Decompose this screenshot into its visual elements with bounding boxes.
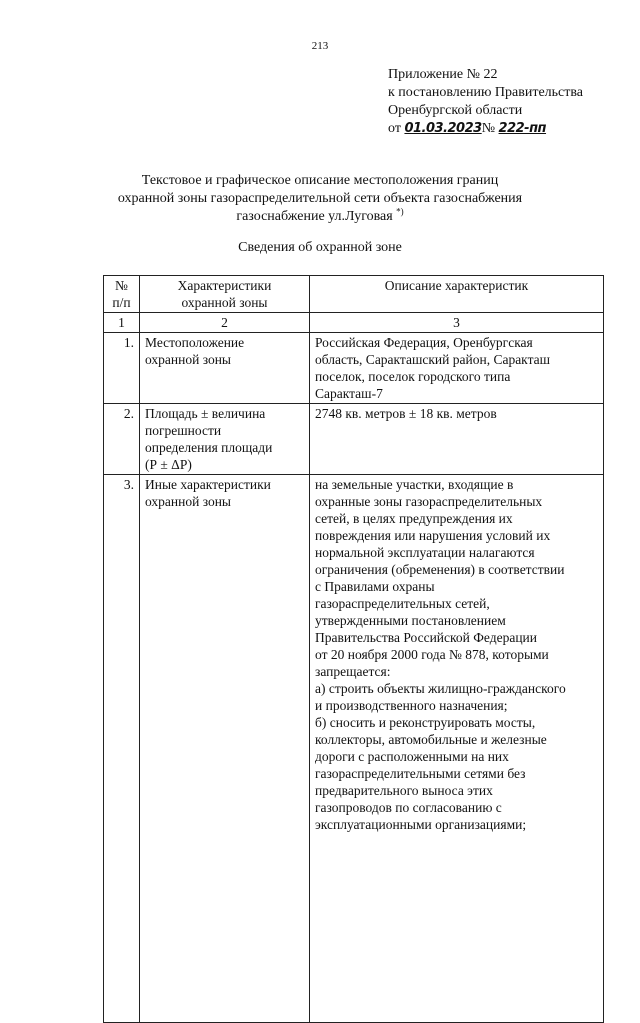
protection-zone-table: [103, 275, 604, 1023]
description-line: газопроводов по согласованию с: [315, 800, 502, 815]
column-number-1: 1: [104, 313, 140, 333]
characteristic-line: Местоположение: [145, 335, 245, 350]
row-description: [310, 333, 604, 404]
table-header-row: [104, 276, 604, 313]
description-line: поселок, поселок городского типа: [315, 369, 511, 384]
description-line: газораспределительных сетей,: [315, 596, 490, 611]
page-number: 213: [311, 40, 329, 52]
characteristic-line: охранной зоны: [145, 494, 232, 509]
description-line: с Правилами охраны: [315, 579, 435, 594]
header-characteristics-line-2: охранной зоны: [181, 295, 268, 310]
header-num-line-2: п/п: [112, 295, 131, 310]
header-num: [104, 276, 140, 313]
description-line: эксплуатационными организациями;: [315, 817, 527, 832]
section-subtitle: Сведения об охранной зоне: [238, 240, 402, 255]
characteristic-line: определения площади: [145, 440, 273, 455]
description-line: сетей, в целях предупреждения их: [315, 511, 513, 526]
row-description: [310, 475, 604, 1023]
table-row: [104, 475, 604, 1023]
description-line: и производственного назначения;: [315, 698, 508, 713]
description-line: утвержденными постановлением: [315, 613, 506, 628]
row-description: [310, 404, 604, 475]
description-line: повреждения или нарушения условий их: [315, 528, 551, 543]
row-characteristic: [140, 404, 310, 475]
description-line: дороги с расположенными на них: [315, 749, 509, 764]
column-number-2: 2: [140, 313, 310, 333]
appendix-from-prefix: от: [388, 121, 401, 136]
description-line: область, Саракташский район, Саракташ: [315, 352, 551, 367]
description-line: предварительного выноса этих: [315, 783, 493, 798]
row-number: 2.: [104, 404, 140, 475]
description-line: нормальной эксплуатации налагаются: [315, 545, 535, 560]
description-line: коллекторы, автомобильные и железные: [315, 732, 547, 747]
description-line: б) сносить и реконструировать мосты,: [315, 715, 536, 730]
appendix-number: 222-пп: [498, 121, 547, 136]
description-line: 2748 кв. метров ± 18 кв. метров: [315, 406, 497, 421]
title-line-2: охранной зоны газораспределительной сети объекта газоснабжения: [117, 191, 523, 206]
header-characteristics-line-1: Характеристики: [177, 278, 272, 293]
description-line: на земельные участки, входящие в: [315, 477, 514, 492]
table-row: [104, 333, 604, 404]
description-line: охранные зоны газораспределительных: [315, 494, 543, 509]
appendix-date: 01.03.2023: [404, 121, 482, 136]
description-line: Российская Федерация, Оренбургская: [315, 335, 533, 350]
characteristic-line: (Р ± ΔР): [145, 457, 192, 472]
footnote-mark: *): [396, 206, 404, 217]
appendix-date-line: [388, 120, 628, 138]
appendix-line-1: Приложение № 22: [388, 67, 498, 82]
title-line-1: Текстовое и графическое описание местоположения границ: [141, 173, 499, 188]
row-number: 3.: [104, 475, 140, 1023]
description-line: от 20 ноября 2000 года № 878, которыми: [315, 647, 549, 662]
description-line: Саракташ-7: [315, 386, 383, 401]
appendix-line-3: Оренбургской области: [388, 103, 523, 118]
characteristic-line: охранной зоны: [145, 352, 232, 367]
appendix-number-sign: №: [481, 121, 496, 136]
appendix-header: [388, 66, 628, 138]
header-num-line-1: №: [115, 278, 128, 293]
description-line: газораспределительными сетями без: [315, 766, 526, 781]
description-line: запрещается:: [315, 664, 391, 679]
description-line: Правительства Российской Федерации: [315, 630, 537, 645]
column-number-row: [104, 313, 604, 333]
row-characteristic: [140, 475, 310, 1023]
column-number-3: 3: [310, 313, 604, 333]
row-number: 1.: [104, 333, 140, 404]
title-line-3: [80, 208, 560, 226]
description-line: ограничения (обременения) в соответствии: [315, 562, 565, 577]
characteristic-line: погрешности: [145, 423, 222, 438]
characteristic-line: Иные характеристики: [145, 477, 271, 492]
appendix-line-2: к постановлению Правительства: [388, 85, 584, 100]
characteristic-line: Площадь ± величина: [145, 406, 266, 421]
header-description: Описание характеристик: [310, 276, 604, 313]
title-line-3-text: газоснабжение ул.Луговая: [236, 209, 393, 224]
table-row: [104, 404, 604, 475]
description-line: а) строить объекты жилищно-гражданского: [315, 681, 566, 696]
row-characteristic: [140, 333, 310, 404]
header-characteristics: [140, 276, 310, 313]
document-title: [80, 172, 560, 226]
